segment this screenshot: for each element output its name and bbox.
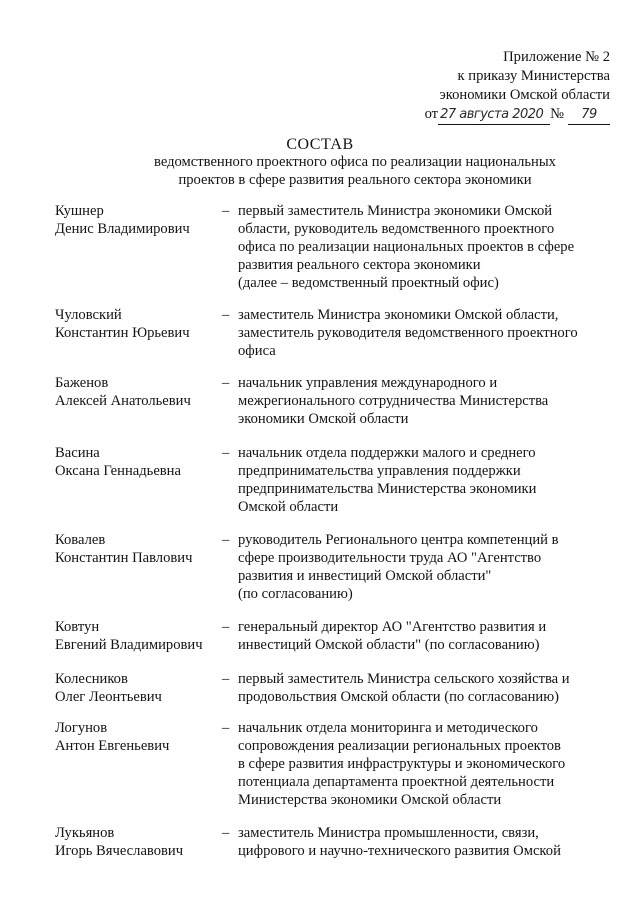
- dash-separator: –: [222, 445, 230, 461]
- role-line: руководитель Регионального центра компетенций в: [238, 532, 559, 548]
- role-line: первый заместитель Министра сельского хозяйства и: [238, 671, 570, 687]
- member-given-name: Игорь Вячеславович: [55, 843, 184, 859]
- appendix-order-ref: к приказу Министерства: [457, 68, 610, 84]
- member-role: [238, 531, 593, 603]
- role-line: в сфере развития инфраструктуры и экономического: [238, 756, 566, 772]
- dash-separator: –: [222, 825, 230, 841]
- member-given-name: Денис Владимирович: [55, 221, 190, 237]
- role-line: начальник управления международного и: [238, 375, 498, 391]
- member-surname: Лукьянов: [55, 825, 115, 841]
- member-name: [55, 531, 220, 567]
- role-line: Омской области: [238, 499, 339, 515]
- handwritten-number: 79: [568, 105, 610, 125]
- member-role: [238, 374, 593, 428]
- order-date-number: [425, 105, 610, 125]
- role-line: Министерства экономики Омской области: [238, 792, 502, 808]
- role-line: первый заместитель Министра экономики Омской: [238, 203, 553, 219]
- role-line: сфере производительности труда АО "Агентство: [238, 550, 542, 566]
- member-name: [55, 306, 220, 342]
- role-line: (по согласованию): [238, 586, 353, 602]
- role-line: генеральный директор АО "Агентство развития и: [238, 619, 547, 635]
- member-role: [238, 444, 593, 516]
- document-subtitle: ведомственного проектного офиса по реализации национальных проектов в сфере развития реального сектора экономики: [154, 154, 556, 188]
- member-role: [238, 306, 593, 360]
- handwritten-date: 27 августа 2020: [438, 105, 550, 125]
- member-role: [238, 202, 593, 292]
- member-name: [55, 719, 220, 755]
- member-given-name: Евгений Владимирович: [55, 637, 203, 653]
- role-line: начальник отдела поддержки малого и среднего: [238, 445, 536, 461]
- role-line: продовольствия Омской области (по согласованию): [238, 689, 559, 705]
- member-surname: Баженов: [55, 375, 109, 391]
- member-surname: Ковтун: [55, 619, 100, 635]
- dash-separator: –: [222, 307, 230, 323]
- role-line: заместитель Министра промышленности, связи,: [238, 825, 539, 841]
- member-given-name: Олег Леонтьевич: [55, 689, 162, 705]
- member-name: [55, 202, 220, 238]
- dash-separator: –: [222, 532, 230, 548]
- role-line: предпринимательства управления поддержки: [238, 463, 521, 479]
- dash-separator: –: [222, 375, 230, 391]
- number-sign: №: [550, 106, 564, 122]
- role-line: инвестиций Омской области" (по согласованию): [238, 637, 540, 653]
- appendix-title: Приложение № 2: [503, 49, 610, 65]
- role-line: офиса: [238, 343, 276, 359]
- date-prefix: от: [424, 106, 439, 122]
- role-line: развития и инвестиций Омской области": [238, 568, 492, 584]
- role-line: офиса по реализации национальных проектов в сфере: [238, 239, 575, 255]
- document-title: СОСТАВ: [286, 136, 354, 153]
- role-line: заместитель руководителя ведомственного проектного: [238, 325, 578, 341]
- role-line: межрегионального сотрудничества Министерства: [238, 393, 549, 409]
- dash-separator: –: [222, 720, 230, 736]
- member-given-name: Константин Павлович: [55, 550, 193, 566]
- role-line: сопровождения реализации региональных проектов: [238, 738, 561, 754]
- member-given-name: Алексей Анатольевич: [55, 393, 191, 409]
- member-surname: Ковалев: [55, 532, 106, 548]
- member-name: [55, 618, 220, 654]
- member-surname: Чуловский: [55, 307, 122, 323]
- role-line: (далее – ведомственный проектный офис): [238, 275, 499, 291]
- member-given-name: Оксана Геннадьевна: [55, 463, 181, 479]
- appendix-header: [425, 48, 610, 125]
- dash-separator: –: [222, 619, 230, 635]
- role-line: области, руководитель ведомственного проектного: [238, 221, 555, 237]
- appendix-ministry: экономики Омской области: [439, 87, 610, 103]
- role-line: заместитель Министра экономики Омской области,: [238, 307, 559, 323]
- member-role: [238, 719, 593, 809]
- dash-separator: –: [222, 671, 230, 687]
- role-line: потенциала департамента проектной деятельности: [238, 774, 555, 790]
- role-line: начальник отдела мониторинга и методического: [238, 720, 538, 736]
- member-name: [55, 824, 220, 860]
- role-line: предпринимательства Министерства экономики: [238, 481, 537, 497]
- member-given-name: Антон Евгеньевич: [55, 738, 170, 754]
- role-line: цифрового и научно-технического развития Омской: [238, 843, 561, 859]
- role-line: экономики Омской области: [238, 411, 409, 427]
- member-name: [55, 670, 220, 706]
- member-given-name: Константин Юрьевич: [55, 325, 190, 341]
- member-role: [238, 824, 593, 860]
- member-name: [55, 444, 220, 480]
- dash-separator: –: [222, 203, 230, 219]
- member-surname: Логунов: [55, 720, 108, 736]
- member-surname: Кушнер: [55, 203, 104, 219]
- member-surname: Васина: [55, 445, 100, 461]
- member-role: [238, 670, 593, 706]
- role-line: развития реального сектора экономики: [238, 257, 481, 273]
- member-name: [55, 374, 220, 410]
- member-surname: Колесников: [55, 671, 128, 687]
- member-role: [238, 618, 593, 654]
